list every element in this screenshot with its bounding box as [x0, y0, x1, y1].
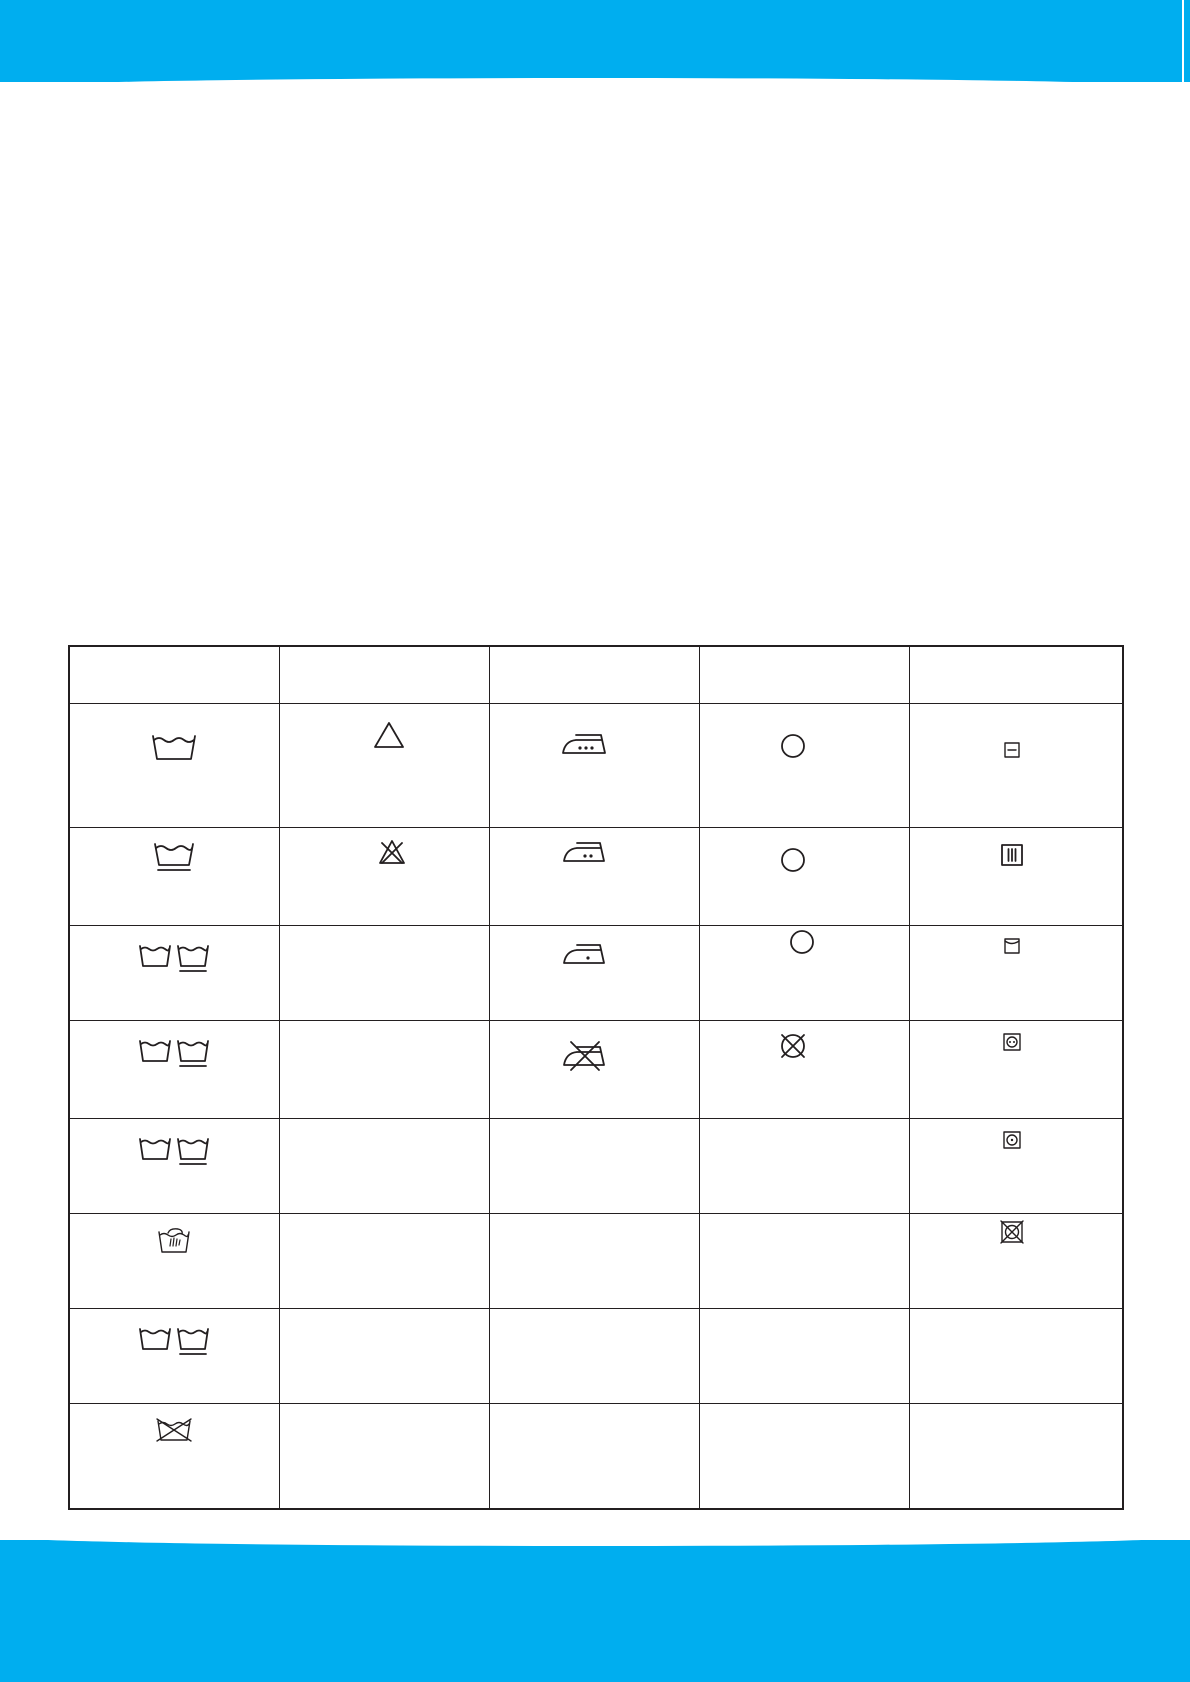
tumble-dry-normal-icon — [1003, 1033, 1021, 1051]
wash-cell — [69, 703, 279, 827]
table-row — [69, 1308, 1123, 1403]
bleach-cell — [279, 703, 489, 827]
bleach-cell — [279, 1118, 489, 1213]
dry-cell — [909, 1118, 1123, 1213]
footer-band-edge — [0, 1536, 1190, 1546]
iron-cell — [489, 1118, 699, 1213]
wash-cell — [69, 1403, 279, 1509]
bleach-cell — [279, 1020, 489, 1118]
dry-clean-icon — [781, 734, 805, 758]
do-not-bleach-icon — [379, 840, 405, 864]
dry-clean-cell — [699, 925, 909, 1020]
dry-clean-cell — [699, 1118, 909, 1213]
table-row — [69, 1118, 1123, 1213]
bleach-cell — [279, 827, 489, 925]
header-band-edge — [0, 78, 1190, 88]
table-row — [69, 827, 1123, 925]
footer-band — [0, 1540, 1190, 1682]
iron-cell — [489, 1308, 699, 1403]
table-row — [69, 1020, 1123, 1118]
dry-clean-icon — [790, 930, 814, 954]
care-symbols-table — [68, 645, 1124, 1510]
wash-tub-icon — [152, 734, 196, 760]
column-header-iron — [489, 646, 699, 703]
dry-clean-cell — [699, 827, 909, 925]
wash-cell — [69, 925, 279, 1020]
dry-clean-cell — [699, 1020, 909, 1118]
hand-wash-icon — [158, 1228, 190, 1254]
table-row — [69, 925, 1123, 1020]
dry-clean-cell — [699, 1213, 909, 1308]
bleach-cell — [279, 925, 489, 1020]
do-not-tumble-dry-icon — [1000, 1220, 1024, 1244]
dry-clean-cell — [699, 1403, 909, 1509]
wash-tub-pair-icon — [139, 1039, 209, 1069]
column-header-wash — [69, 646, 279, 703]
do-not-wash-icon — [156, 1418, 192, 1442]
wash-cell — [69, 827, 279, 925]
bleach-cell — [279, 1403, 489, 1509]
table-row — [69, 703, 1123, 827]
cut-mark — [1182, 0, 1184, 82]
iron-cell — [489, 703, 699, 827]
iron-cell — [489, 1020, 699, 1118]
table-header-row — [69, 646, 1123, 703]
wash-cell — [69, 1213, 279, 1308]
column-header-dry-clean — [699, 646, 909, 703]
wash-cell — [69, 1020, 279, 1118]
iron-cell — [489, 827, 699, 925]
iron-cool-icon — [563, 944, 605, 964]
bleach-cell — [279, 1308, 489, 1403]
wash-tub-pair-icon — [139, 1137, 209, 1167]
dry-cell — [909, 827, 1123, 925]
iron-cell — [489, 1213, 699, 1308]
hang-dry-icon — [1004, 938, 1020, 954]
wash-cell — [69, 1308, 279, 1403]
table-row — [69, 1213, 1123, 1308]
wash-cell — [69, 1118, 279, 1213]
dry-clean-cell — [699, 1308, 909, 1403]
iron-warm-icon — [563, 842, 605, 862]
dry-cell — [909, 1213, 1123, 1308]
column-header-dry — [909, 646, 1123, 703]
do-not-dry-clean-icon — [780, 1033, 806, 1059]
dry-clean-cell — [699, 703, 909, 827]
dry-clean-icon — [781, 848, 805, 872]
bleach-cell — [279, 1213, 489, 1308]
wash-tub-gentle-icon — [154, 842, 194, 872]
iron-cell — [489, 925, 699, 1020]
tumble-dry-low-icon — [1003, 1131, 1021, 1149]
table-row — [69, 1403, 1123, 1509]
dry-cell — [909, 925, 1123, 1020]
iron-hot-icon — [562, 734, 606, 754]
do-not-iron-icon — [563, 1041, 605, 1071]
dry-cell — [909, 1308, 1123, 1403]
drip-dry-icon — [1001, 844, 1023, 866]
dry-cell — [909, 703, 1123, 827]
wash-tub-pair-icon — [139, 1327, 209, 1357]
dry-cell — [909, 1403, 1123, 1509]
column-header-bleach — [279, 646, 489, 703]
iron-cell — [489, 1403, 699, 1509]
wash-tub-pair-icon — [139, 944, 209, 974]
bleach-allowed-icon — [374, 722, 404, 748]
line-dry-icon — [1004, 742, 1020, 758]
header-band — [0, 0, 1190, 82]
dry-cell — [909, 1020, 1123, 1118]
